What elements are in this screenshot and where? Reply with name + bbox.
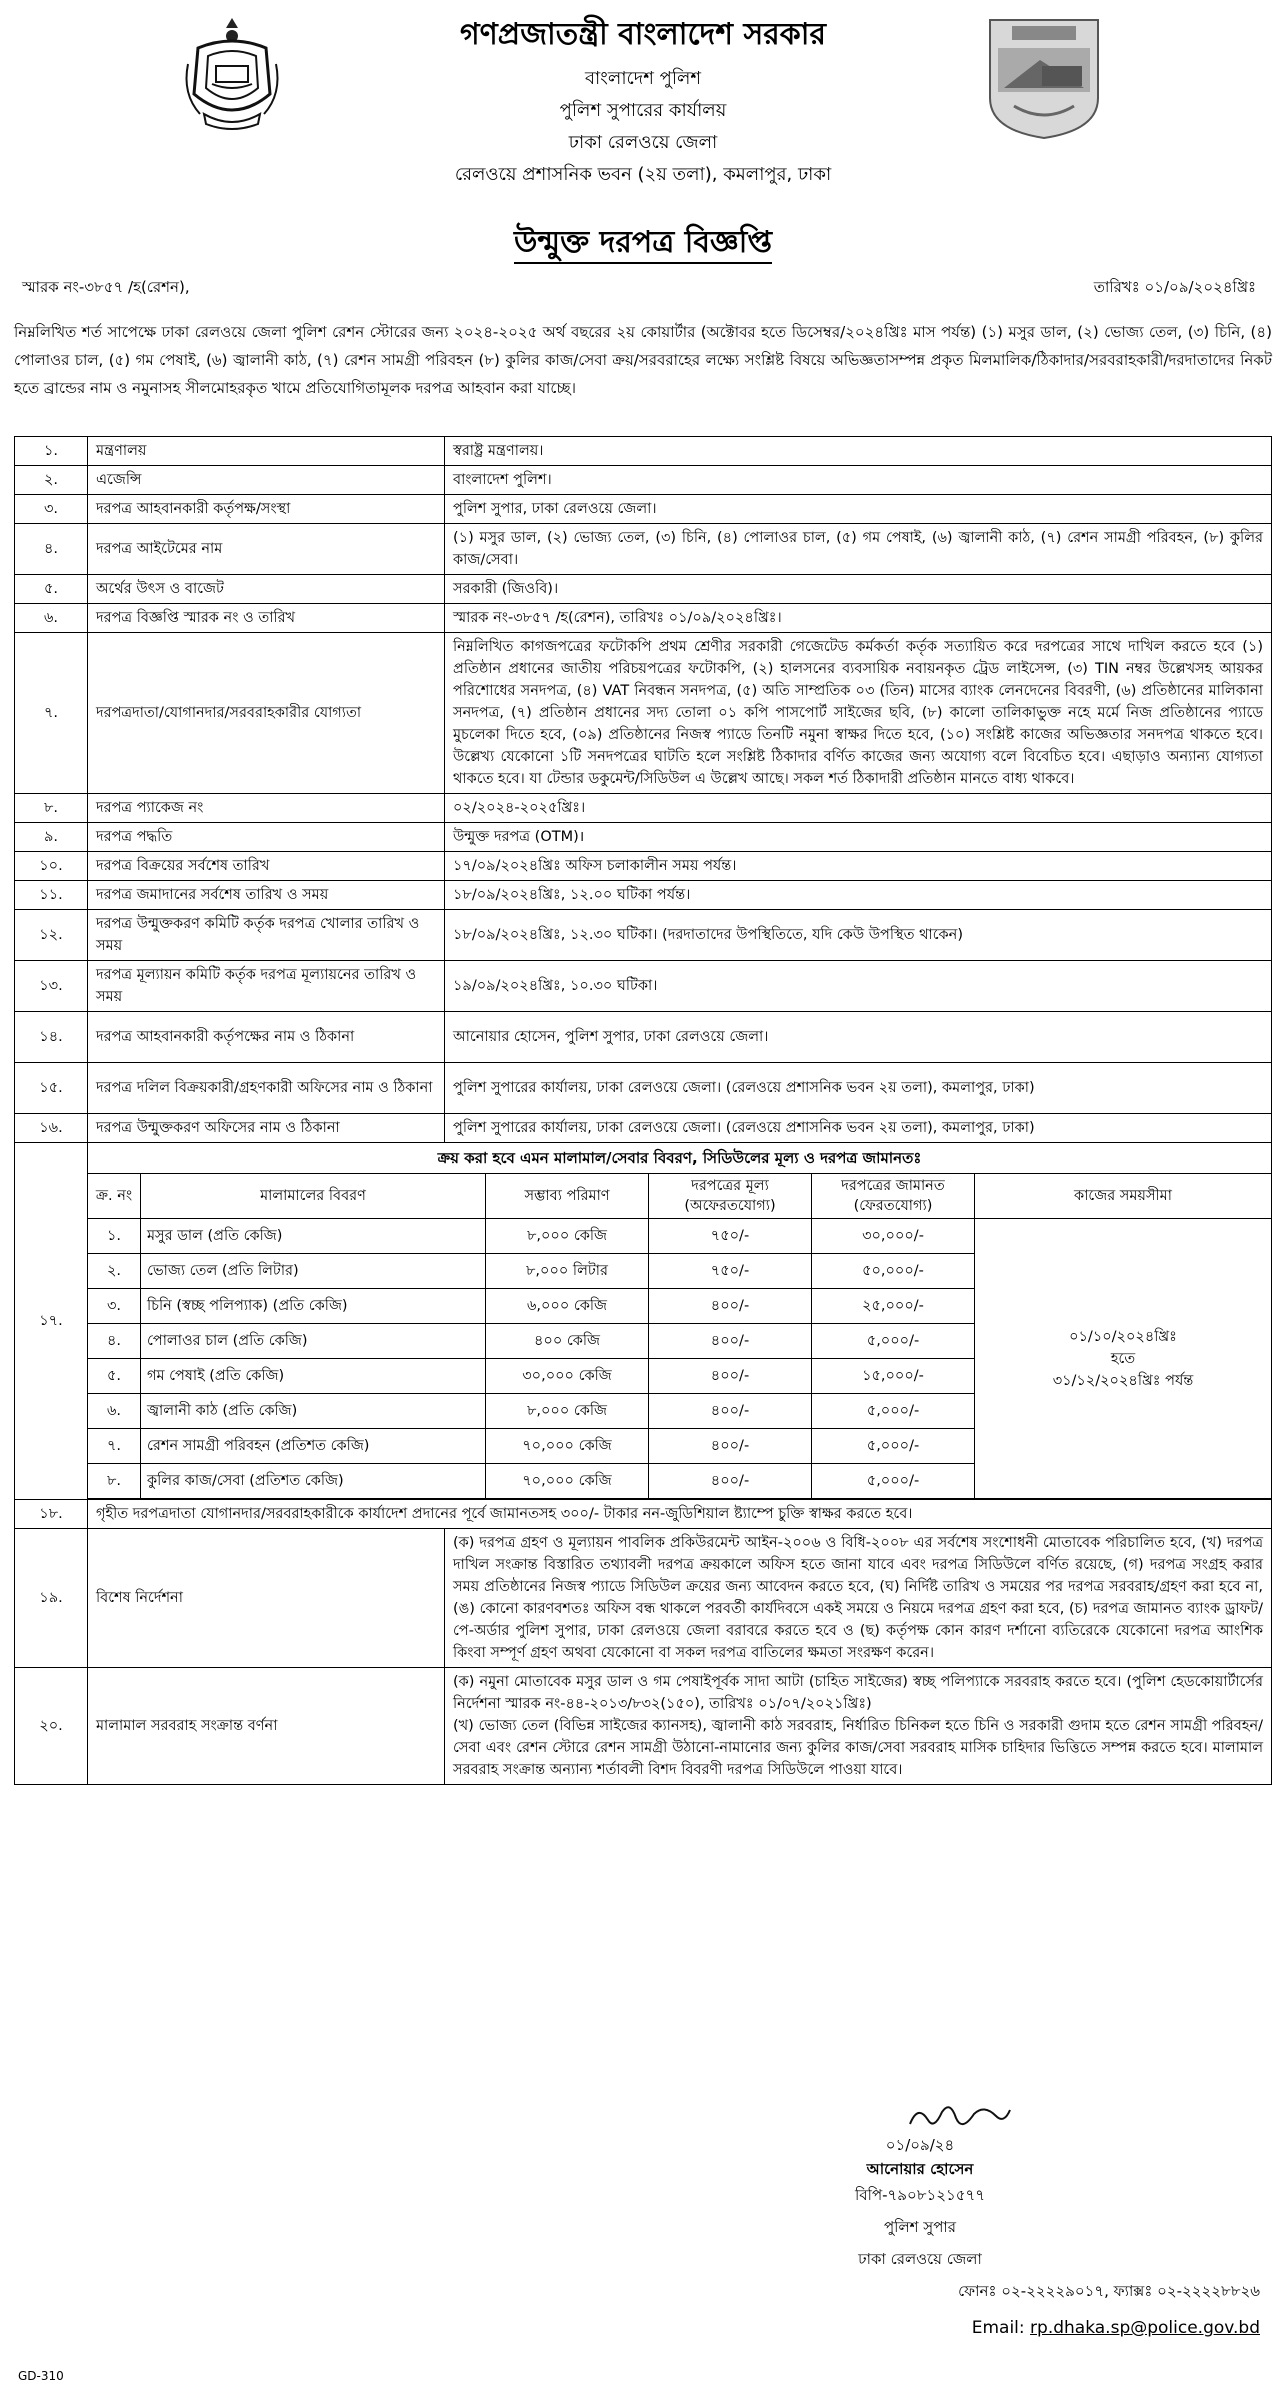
row-value: ১৭/০৯/২০২৪খ্রিঃ অফিস চলাকালীন সময় পর্যন্ত।	[445, 852, 1272, 881]
item-price: ৪০০/-	[649, 1289, 812, 1324]
item-serial: ৮.	[88, 1464, 141, 1499]
item-quantity: ৮,০০০ কেজি	[486, 1219, 649, 1254]
row-label: দরপত্র উন্মুক্তকরণ কমিটি কর্তৃক দরপত্র খোলার তারিখ ও সময়	[88, 910, 445, 961]
row-value: পুলিশ সুপারের কার্যালয়, ঢাকা রেলওয়ে জেলা। (রেলওয়ে প্রশাসনিক ভবন ২য় তলা), কমলাপুর, ঢাকা)	[445, 1063, 1272, 1114]
row-label: দরপত্র আইটেমের নাম	[88, 524, 445, 575]
row-value: উন্মুক্ত দরপত্র (OTM)।	[445, 823, 1272, 852]
header-office: পুলিশ সুপারের কার্যালয়	[559, 100, 727, 121]
header-district: ঢাকা রেলওয়ে জেলা	[568, 132, 718, 153]
item-description: কুলির কাজ/সেবা (প্রতিশত কেজি)	[141, 1464, 486, 1499]
signatory-designation: পুলিশ সুপার	[884, 2218, 956, 2236]
item-deposit: ৫,০০০/-	[812, 1429, 975, 1464]
row-number: ৫.	[15, 575, 88, 604]
row-label: দরপত্র আহবানকারী কর্তৃপক্ষ/সংস্থা	[88, 495, 445, 524]
item-price: ৪০০/-	[649, 1394, 812, 1429]
item-deposit: ৩০,০০০/-	[812, 1219, 975, 1254]
item-serial: ১.	[88, 1219, 141, 1254]
table-row-8	[15, 794, 1272, 823]
signature-mark	[904, 2098, 1014, 2136]
table-row-3	[15, 495, 1272, 524]
row-label: দরপত্র জমাদানের সর্বশেষ তারিখ ও সময়	[88, 881, 445, 910]
government-title: গণপ্রজাতন্ত্রী বাংলাদেশ সরকার	[460, 17, 826, 52]
row-label: মন্ত্রণালয়	[88, 437, 445, 466]
col-deposit: দরপত্রের জামানত (ফেরতযোগ্য)	[812, 1174, 975, 1219]
item-quantity: ৭০,০০০ কেজি	[486, 1429, 649, 1464]
item-description: গম পেষাই (প্রতি কেজি)	[141, 1359, 486, 1394]
row-number: ৭.	[15, 633, 88, 794]
row-label: দরপত্র প্যাকেজ নং	[88, 794, 445, 823]
item-serial: ৩.	[88, 1289, 141, 1324]
row-number: ১১.	[15, 881, 88, 910]
row-label: দরপত্র আহবানকারী কর্তৃপক্ষের নাম ও ঠিকানা	[88, 1012, 445, 1063]
table-row-7	[15, 633, 1272, 794]
item-serial: ৬.	[88, 1394, 141, 1429]
table-row-4	[15, 524, 1272, 575]
row-value	[445, 1668, 1272, 1785]
row-value: স্মারক নং-৩৮৫৭ /হ(রেশন), তারিখঃ ০১/০৯/২০২৪খ্রিঃ।	[445, 604, 1272, 633]
row-number: ২০.	[15, 1668, 88, 1785]
row-value: নিম্নলিখিত কাগজপত্রের ফটোকপি প্রথম শ্রেণীর সরকারী গেজেটেড কর্মকর্তা কর্তৃক সত্যায়িত করে দরপত্রের সাথে দাখিল করতে হবে (১) প্রতিষ্ঠান প্রধানের জাতীয় পরিচয়পত্রের ফটোকপি, (২) হালসনের ব্যবসায়িক নবায়নকৃত ট্রেড লাইসেন্স, (৩) TIN নম্বর উল্লেখসহ আয়কর পরিশোধের সনদপত্র, (৪) VAT নিবন্ধন সনদপত্র, (৫) অতি সাম্প্রতিক ০৩ (তিন) মাসের ব্যাংক লেনদেনের বিবরণী, (৬) প্রতিষ্ঠানের মালিকানা সনদপত্র, (৭) প্রতিষ্ঠান প্রধানের সদ্য তোলা ০১ কপি পাসপোর্ট সাইজের ছবি, (৮) কালো তালিকাভুক্ত নহে মর্মে নিজ প্রতিষ্ঠানের প্যাডে মুচলেকা দিতে হবে, (০৯) প্রতিষ্ঠানের নিজস্ব প্যাডে তিনটি নমুনা স্বাক্ষর দিতে হবে, (১০) সংশ্লিষ্ট কাজের অভিজ্ঞতার সনদপত্র থাকতে হবে। উল্লেখ্য যেকোনো ১টি সনদপত্রের ঘাটতি হলে সংশ্লিষ্ট ঠিকাদার বর্ণিত কাজের জন্য অযোগ্য বলে বিবেচিত হবে। এছাড়াও অন্যান্য যোগ্যতা থাকতে হবে। যা টেন্ডার ডকুমেন্ট/সিডিউল এ উল্লেখ আছে। সকল শর্ত ঠিকাদারী প্রতিষ্ঠান মানতে বাধ্য থাকবে।	[445, 633, 1272, 794]
row-label: অর্থের উৎস ও বাজেট	[88, 575, 445, 604]
row-number: ৮.	[15, 794, 88, 823]
row-number: ১২.	[15, 910, 88, 961]
item-price: ৭৫০/-	[649, 1219, 812, 1254]
railway-police-logo	[984, 14, 1104, 142]
memo-number: স্মারক নং-৩৮৫৭ /হ(রেশন),	[22, 278, 190, 296]
header-address: রেলওয়ে প্রশাসনিক ভবন (২য় তলা), কমলাপুর, ঢাকা	[454, 164, 832, 185]
row-value: ১৯/০৯/২০২৪খ্রিঃ, ১০.৩০ ঘটিকা।	[445, 961, 1272, 1012]
item-deposit: ৫,০০০/-	[812, 1464, 975, 1499]
item-deposit: ৫০,০০০/-	[812, 1254, 975, 1289]
row-number: ১৫.	[15, 1063, 88, 1114]
row-number: ১৩.	[15, 961, 88, 1012]
item-serial: ৪.	[88, 1324, 141, 1359]
table-row-5	[15, 575, 1272, 604]
table-row-19	[15, 1529, 1272, 1668]
item-row	[88, 1219, 1271, 1254]
row-number: ৬.	[15, 604, 88, 633]
items-heading: ক্রয় করা হবে এমন মালামাল/সেবার বিবরণ, সিডিউলের মূল্য ও দরপত্র জামানতঃ	[437, 1149, 922, 1167]
notice-date: তারিখঃ ০১/০৯/২০২৪খ্রিঃ	[1093, 278, 1256, 296]
item-price: ৪০০/-	[649, 1324, 812, 1359]
table-row-10	[15, 852, 1272, 881]
table-row-14	[15, 1012, 1272, 1063]
row-label: দরপত্র বিক্রয়ের সর্বশেষ তারিখ	[88, 852, 445, 881]
table-row-9	[15, 823, 1272, 852]
item-quantity: ৭০,০০০ কেজি	[486, 1464, 649, 1499]
row-label: বিশেষ নির্দেশনা	[88, 1529, 445, 1668]
col-serial: ক্র. নং	[88, 1174, 141, 1219]
email-link[interactable]: rp.dhaka.sp@police.gov.bd	[1030, 2318, 1260, 2338]
item-description: ভোজ্য তেল (প্রতি লিটার)	[141, 1254, 486, 1289]
item-description: চিনি (স্বচ্ছ পলিপ্যাক) (প্রতি কেজি)	[141, 1289, 486, 1324]
row-number: ১৭.	[15, 1143, 88, 1500]
header-agency: বাংলাদেশ পুলিশ	[584, 68, 702, 89]
supply-note-a: (ক) নমুনা মোতাবেক মসুর ডাল ও গম পেষাইপূর্বক সাদা আটা (চাহিত সাইজের) স্বচ্ছ পলিপ্যাকে সরবরাহ করতে হবে। (পুলিশ হেডকোয়ার্টার্সের নির্দেশনা স্মারক নং-৪৪-২০১৩/৮৩২(১৫০), তারিখঃ ০১/০৭/২০২১খ্রিঃ)	[453, 1674, 1263, 1712]
row-value: (ক) দরপত্র গ্রহণ ও মূল্যায়ন পাবলিক প্রকিউরমেন্ট আইন-২০০৬ ও বিধি-২০০৮ এর সর্বশেষ সংশোধনী মোতাবেক পরিচালিত হবে, (খ) দরপত্র দাখিল সংক্রান্ত বিস্তারিত তথ্যাবলী দরপত্র ক্রয়কালে অফিস হতে জানা যাবে এবং দরপত্র সিডিউলে বর্ণিত রয়েছে, (গ) দরপত্র সংগ্রহ করার সময় প্রতিষ্ঠানের নিজস্ব প্যাডে সিডিউল ক্রয়ের জন্য আবেদন করতে হবে, (ঘ) নির্দিষ্ট তারিখ ও সময়ের পর দরপত্র সরবরাহ/গ্রহণ করা হবে না, (ঙ) কোনো কারণবশতঃ অফিস বন্ধ থাকলে পরবর্তী কার্যদিবসে একই সময়ে ও নিয়মে দরপত্র গ্রহণ করা হবে, (চ) দরপত্র জামানত ব্যাংক ড্রাফট/পে-অর্ডার পুলিশ সুপার, ঢাকা রেলওয়ে জেলা বরাবরে করতে হবে ও (ছ) কর্তৃপক্ষ কোন কারণ দর্শানো ব্যতিরেকে যেকোনো দরপত্র আংশিক কিংবা সম্পূর্ণ গ্রহণ অথবা যেকোনো বা সকল দরপত্র বাতিলের ক্ষমতা সংরক্ষণ করেন।	[445, 1529, 1272, 1668]
item-deposit: ১৫,০০০/-	[812, 1359, 975, 1394]
table-row-16	[15, 1114, 1272, 1143]
row-number: ৪.	[15, 524, 88, 575]
table-row-13	[15, 961, 1272, 1012]
email-line	[972, 2318, 1260, 2338]
item-deposit: ৫,০০০/-	[812, 1394, 975, 1429]
item-price: ৪০০/-	[649, 1464, 812, 1499]
signatory-bp: বিপি-৭৯০৮১২১৫৭৭	[855, 2186, 985, 2204]
form-code: GD-310	[18, 2369, 64, 2383]
row-label: দরপত্র উন্মুক্তকরণ অফিসের নাম ও ঠিকানা	[88, 1114, 445, 1143]
row-number: ৩.	[15, 495, 88, 524]
row-label: দরপত্রদাতা/যোগানদার/সরবরাহকারীর যোগ্যতা	[88, 633, 445, 794]
items-table	[88, 1173, 1271, 1499]
tender-details-table	[14, 436, 1272, 1785]
phone-fax: ফোনঃ ০২-২২২২৯০১৭, ফ্যাক্সঃ ০২-২২২২৮৮২৬	[958, 2282, 1260, 2300]
col-price: দরপত্রের মূল্য (অফেরতযোগ্য)	[649, 1174, 812, 1219]
table-row-18	[15, 1500, 1272, 1529]
row-label: দরপত্র মূল্যায়ন কমিটি কর্তৃক দরপত্র মূল্যায়নের তারিখ ও সময়	[88, 961, 445, 1012]
row-label: দরপত্র পদ্ধতি	[88, 823, 445, 852]
row-number: ১৯.	[15, 1529, 88, 1668]
table-row-15	[15, 1063, 1272, 1114]
row-value: স্বরাষ্ট্র মন্ত্রণালয়।	[445, 437, 1272, 466]
signatory-name: আনোয়ার হোসেন	[866, 2160, 974, 2178]
row-number: ১০.	[15, 852, 88, 881]
row-number: ২.	[15, 466, 88, 495]
signatory-office: ঢাকা রেলওয়ে জেলা	[858, 2250, 982, 2268]
col-timeline: কাজের সময়সীমা	[975, 1174, 1272, 1219]
timeline-from: ০১/১০/২০২৪খ্রিঃ	[1069, 1328, 1177, 1345]
table-row-20	[15, 1668, 1272, 1785]
row-value: আনোয়ার হোসেন, পুলিশ সুপার, ঢাকা রেলওয়ে জেলা।	[445, 1012, 1272, 1063]
item-serial: ৫.	[88, 1359, 141, 1394]
supply-note-b: (খ) ভোজ্য তেল (বিভিন্ন সাইজের ক্যানসহ), জ্বালানী কাঠ সরবরাহ, নির্ধারিত চিনিকল হতে চিনি ও সরকারী গুদাম হতে রেশন সামগ্রী পরিবহন/সেবা এবং রেশন স্টোরে রেশন সামগ্রী উঠানো-নামানোর জন্য কুলির কাজ/সেবা সরবরাহ মাসিক চাহিদার ভিত্তিতে সম্পন্ন করতে হবে। মালামাল সরবরাহ সংক্রান্ত অন্যান্য শর্তাবলী বিশদ বিবরণী দরপত্র সিডিউলে পাওয়া যাবে।	[453, 1718, 1263, 1778]
col-quantity: সম্ভাব্য পরিমাণ	[486, 1174, 649, 1219]
col-description: মালামালের বিবরণ	[141, 1174, 486, 1219]
row-label: মালামাল সরবরাহ সংক্রান্ত বর্ণনা	[88, 1668, 445, 1785]
row-number: ৯.	[15, 823, 88, 852]
signature-date: ০১/০৯/২৪	[885, 2136, 955, 2154]
row-value: সরকারী (জিওবি)।	[445, 575, 1272, 604]
item-price: ৭৫০/-	[649, 1254, 812, 1289]
item-quantity: ৮,০০০ লিটার	[486, 1254, 649, 1289]
email-label: Email:	[971, 2318, 1025, 2338]
item-serial: ২.	[88, 1254, 141, 1289]
table-row-12	[15, 910, 1272, 961]
items-cell	[88, 1143, 1272, 1500]
row-value: গৃহীত দরপত্রদাতা যোগানদার/সরবরাহকারীকে কার্যাদেশ প্রদানের পূর্বে জামানতসহ ৩০০/- টাকার নন-জুডিশিয়াল ষ্ট্যাম্পে চুক্তি স্বাক্ষর করতে হবে।	[88, 1500, 1272, 1529]
item-quantity: ৩০,০০০ কেজি	[486, 1359, 649, 1394]
row-label: দরপত্র বিজ্ঞপ্তি স্মারক নং ও তারিখ	[88, 604, 445, 633]
table-row-1	[15, 437, 1272, 466]
row-value: ০২/২০২৪-২০২৫খ্রিঃ।	[445, 794, 1272, 823]
item-price: ৪০০/-	[649, 1429, 812, 1464]
item-deposit: ২৫,০০০/-	[812, 1289, 975, 1324]
row-value: পুলিশ সুপার, ঢাকা রেলওয়ে জেলা।	[445, 495, 1272, 524]
row-value: পুলিশ সুপারের কার্যালয়, ঢাকা রেলওয়ে জেলা। (রেলওয়ে প্রশাসনিক ভবন ২য় তলা), কমলাপুর, ঢাকা)	[445, 1114, 1272, 1143]
row-label: এজেন্সি	[88, 466, 445, 495]
row-value: ১৮/০৯/২০২৪খ্রিঃ, ১২.৩০ ঘটিকা। (দরদাতাদের উপস্থিতিতে, যদি কেউ উপস্থিত থাকেন)	[445, 910, 1272, 961]
item-description: জ্বালানী কাঠ (প্রতি কেজি)	[141, 1394, 486, 1429]
row-number: ১৮.	[15, 1500, 88, 1529]
item-description: রেশন সামগ্রী পরিবহন (প্রতিশত কেজি)	[141, 1429, 486, 1464]
table-row-6	[15, 604, 1272, 633]
item-serial: ৭.	[88, 1429, 141, 1464]
item-description: মসুর ডাল (প্রতি কেজি)	[141, 1219, 486, 1254]
row-value: ১৮/০৯/২০২৪খ্রিঃ, ১২.০০ ঘটিকা পর্যন্ত।	[445, 881, 1272, 910]
notice-title: উন্মুক্ত দরপত্র বিজ্ঞপ্তি	[400, 218, 886, 269]
table-row-2	[15, 466, 1272, 495]
timeline-mid: হতে	[1110, 1350, 1136, 1367]
items-header-row	[88, 1174, 1271, 1219]
row-value: বাংলাদেশ পুলিশ।	[445, 466, 1272, 495]
row-label: দরপত্র দলিল বিক্রয়কারী/গ্রহণকারী অফিসের নাম ও ঠিকানা	[88, 1063, 445, 1114]
timeline-to: ৩১/১২/২০২৪খ্রিঃ পর্যন্ত	[1052, 1372, 1194, 1389]
item-price: ৪০০/-	[649, 1359, 812, 1394]
intro-paragraph: নিম্নলিখিত শর্ত সাপেক্ষে ঢাকা রেলওয়ে জেলা পুলিশ রেশন স্টোরের জন্য ২০২৪-২০২৫ অর্থ বছরের ২য় কোয়ার্টার (অক্টোবর হতে ডিসেম্বর/২০২৪খ্রিঃ মাস পর্যন্ত) (১) মসুর ডাল, (২) ভোজ্য তেল, (৩) চিনি, (৪) পোলাওর চাল, (৫) গম পেষাই, (৬) জ্বালানী কাঠ, (৭) রেশন সামগ্রী পরিবহন (৮) কুলির কাজ/সেবা ক্রয়/সরবরাহের লক্ষ্যে সংশ্লিষ্ট বিষয়ে অভিজ্ঞতাসম্পন্ন প্রকৃত মিলমালিক/ঠিকাদার/সরবরাহকারী/দরদাতাদের নিকট হতে ব্রান্ডের নাম ও নমুনাসহ সীলমোহরকৃত খামে প্রতিযোগিতামূলক দরপত্র আহবান করা যাচ্ছে।	[14, 323, 1272, 397]
item-deposit: ৫,০০০/-	[812, 1324, 975, 1359]
item-quantity: ৮,০০০ কেজি	[486, 1394, 649, 1429]
table-row-17	[15, 1143, 1272, 1500]
row-number: ১৪.	[15, 1012, 88, 1063]
row-number: ১.	[15, 437, 88, 466]
table-row-11	[15, 881, 1272, 910]
item-quantity: ৬,০০০ কেজি	[486, 1289, 649, 1324]
item-description: পোলাওর চাল (প্রতি কেজি)	[141, 1324, 486, 1359]
row-number: ১৬.	[15, 1114, 88, 1143]
timeline-cell	[975, 1219, 1272, 1499]
item-quantity: ৪০০ কেজি	[486, 1324, 649, 1359]
police-emblem-logo	[178, 14, 286, 132]
row-value: (১) মসুর ডাল, (২) ভোজ্য তেল, (৩) চিনি, (৪) পোলাওর চাল, (৫) গম পেষাই, (৬) জ্বালানী কাঠ, (৭) রেশন সামগ্রী পরিবহন, (৮) কুলির কাজ/সেবা।	[445, 524, 1272, 575]
